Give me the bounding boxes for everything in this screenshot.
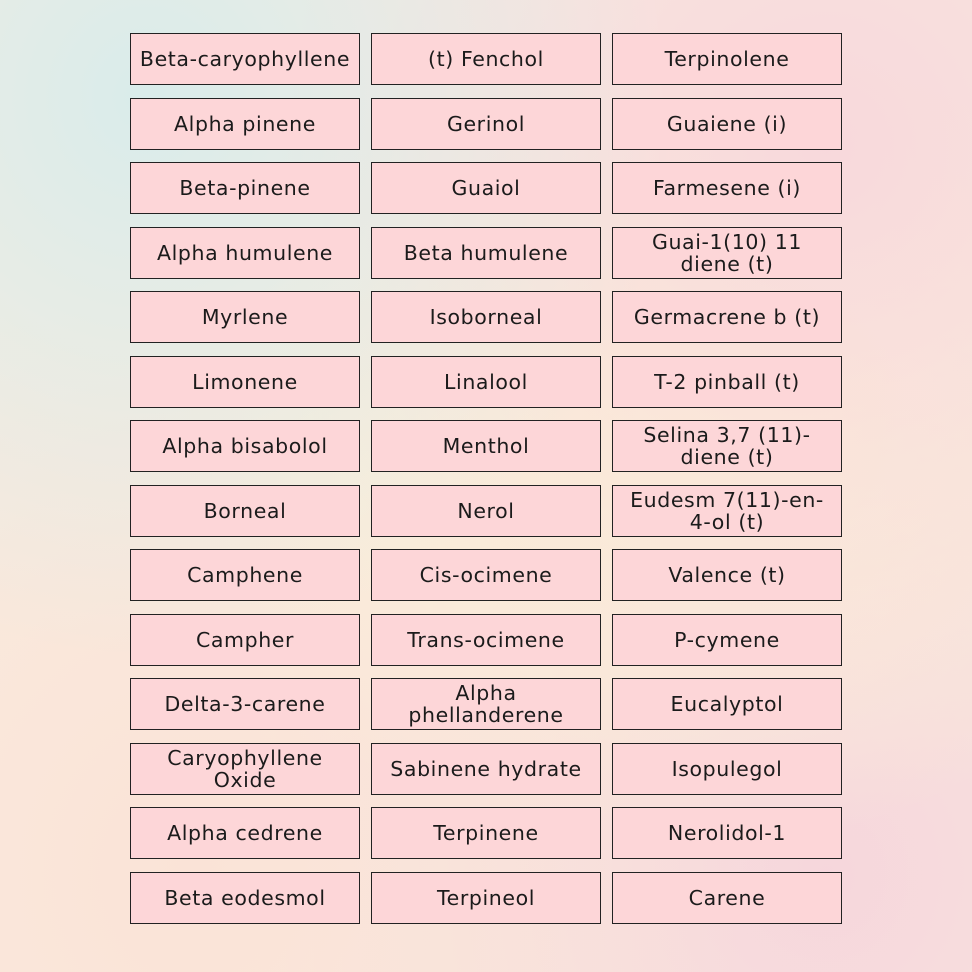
term-cell: Eudesm 7(11)-en-4-ol (t) [612,485,842,537]
term-cell: Beta humulene [371,227,601,279]
term-cell: Germacrene b (t) [612,291,842,343]
term-cell: Limonene [130,356,360,408]
term-cell: Alpha cedrene [130,807,360,859]
term-cell: Myrlene [130,291,360,343]
term-cell: Gerinol [371,98,601,150]
term-cell: Selina 3,7 (11)-diene (t) [612,420,842,472]
term-cell: Camphene [130,549,360,601]
term-cell: Linalool [371,356,601,408]
term-cell: Isopulegol [612,743,842,795]
term-cell: Guaiene (i) [612,98,842,150]
term-cell: Nerolidol-1 [612,807,842,859]
term-cell: Nerol [371,485,601,537]
term-cell: Valence (t) [612,549,842,601]
term-cell: Eucalyptol [612,678,842,730]
term-cell: Guaiol [371,162,601,214]
term-cell: Borneal [130,485,360,537]
term-cell: Farmesene (i) [612,162,842,214]
term-cell: Alpha pinene [130,98,360,150]
term-cell: Caryophyllene Oxide [130,743,360,795]
term-cell: Alpha phellanderene [371,678,601,730]
term-cell: Beta-pinene [130,162,360,214]
term-cell: Alpha humulene [130,227,360,279]
term-cell: T-2 pinball (t) [612,356,842,408]
term-cell: Carene [612,872,842,924]
term-cell: Terpinene [371,807,601,859]
term-cell: Beta eodesmol [130,872,360,924]
term-cell: Sabinene hydrate [371,743,601,795]
terpene-grid [130,33,842,924]
term-cell: Trans-ocimene [371,614,601,666]
term-cell: Campher [130,614,360,666]
term-cell: Isoborneal [371,291,601,343]
term-cell: (t) Fenchol [371,33,601,85]
term-cell: P-cymene [612,614,842,666]
term-cell: Beta-caryophyllene [130,33,360,85]
term-cell: Guai-1(10) 11 diene (t) [612,227,842,279]
term-cell: Menthol [371,420,601,472]
term-cell: Terpinolene [612,33,842,85]
term-cell: Cis-ocimene [371,549,601,601]
term-cell: Delta-3-carene [130,678,360,730]
term-cell: Terpineol [371,872,601,924]
term-cell: Alpha bisabolol [130,420,360,472]
